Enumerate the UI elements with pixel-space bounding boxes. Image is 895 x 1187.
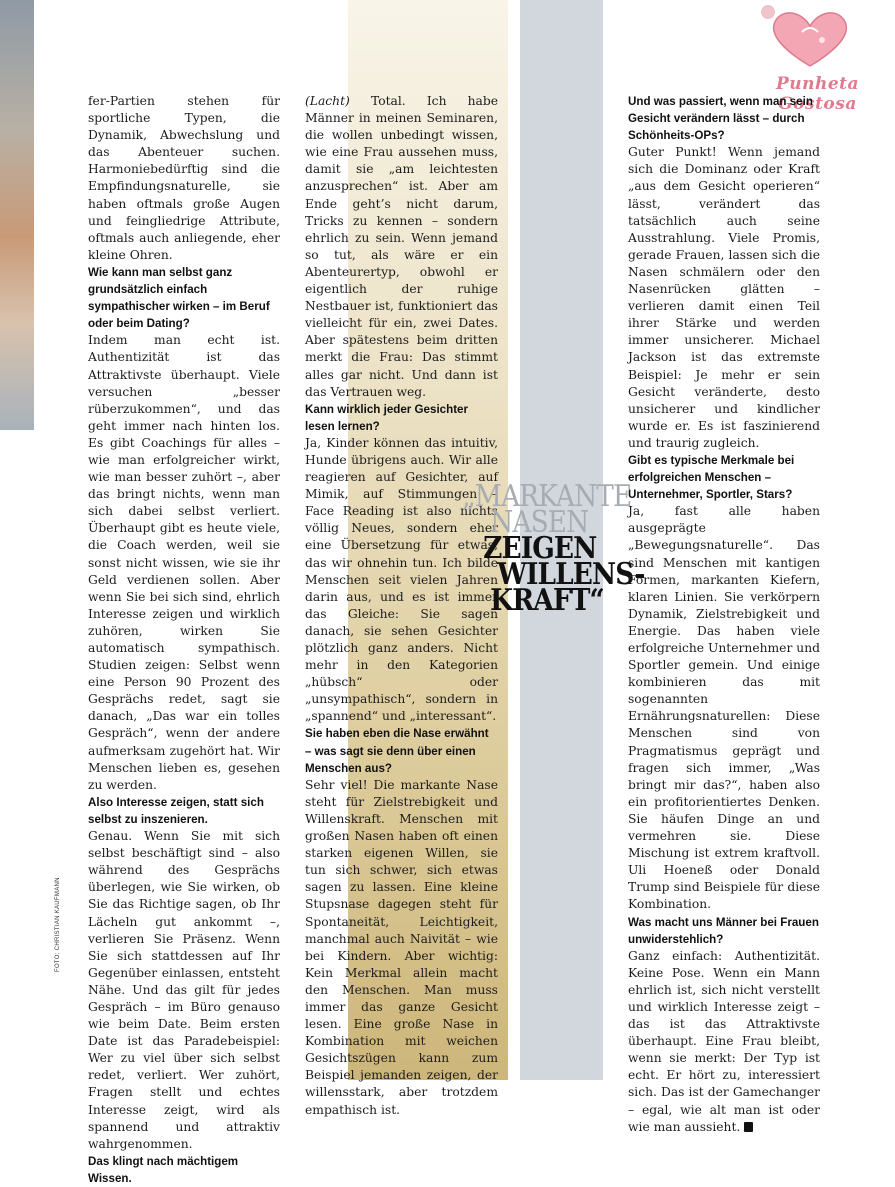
- watermark-text: Punheta Gostosa: [775, 74, 860, 114]
- interview-question: Wie kann man selbst ganz grundsätzlich einfach sympathischer wirken – im Beruf oder beim Dating?: [88, 265, 270, 331]
- pull-quote-line: ZEIGEN: [483, 531, 597, 566]
- interview-question: Das klingt nach mächtigem Wissen.: [88, 1154, 239, 1185]
- body-paragraph: fer-Partien stehen für sportliche Typen, die Dynamik, Abwechslung und das Abenteuer suchen. Harmoniebedürftig sind die Empfindungsnaturelle, sie haben oftmals große Augen und feingliedrige Attribute, oftmals auch anliegende, eher kleine Ohren.: [88, 94, 280, 262]
- interview-question: Also Interesse zeigen, statt sich selbst zu inszenieren.: [88, 795, 264, 826]
- body-paragraph: Genau. Wenn Sie mit sich selbst beschäftigt sind – also während des Gesprächs überlegen, wie Sie wirken, ob Sie das Richtige sagen, ob Ihr Lächeln gut ankommt –, verlieren Sie Präsenz. Wenn Sie sich stattdessen auf Ihr Gegenüber einlassen, entsteht Nähe. Und das gilt für jedes Gespräch – im Büro genauso wie beim Date. Beim ersten Date ist das Paradebeispiel: Wer zu viel über sich selbst redet, verliert. Wer zuhört, Fragen stellt und echtes Interesse zeigt, wird als spannend und attraktiv wahrgenommen.: [88, 829, 280, 1151]
- body-paragraph: Guter Punkt! Wenn jemand sich die Dominanz oder Kraft „aus dem Gesicht operieren“ lässt, verändert das tatsächlich auch seine Ausstrahlung. Viele Promis, gerade Frauen, lassen sich die Nasen schmälern oder den Nasenrücken glätten – verlieren damit einen Teil ihrer Stärke und werden immer unsicherer. Michael Jackson ist das extremste Beispiel: Je mehr er sein Gesicht veränderte, desto unsicherer und kindlicher wurde er. Es ist faszinierend und traurig zugleich.: [628, 145, 820, 450]
- pull-quote-line: „MARKANTE: [462, 479, 632, 514]
- bunny-end-icon: [744, 1122, 753, 1132]
- portrait-photo-edge: [0, 0, 34, 430]
- interview-question: Und was passiert, wenn man sein Gesicht verändern lässt – durch Schönheits-OPs?: [628, 95, 813, 143]
- stage-direction: (Lacht): [305, 94, 350, 108]
- body-paragraph: Sehr viel! Die markante Nase steht für Zielstrebigkeit und Willenskraft. Menschen mit großen Nasen haben oft einen starken eigenen Willen, sie tun sich schwer, sich etwas sagen zu lassen. Eine kleine Stupsnase dagegen steht für Spontaneität, Leichtigkeit, manchmal auch Naivität – wie bei Kindern. Aber wichtig: Kein Merkmal allein macht den Menschen. Man muss immer das ganze Gesicht lesen. Eine große Nase in Kombination mit weichen Gesichtszügen kann zum Beispiel jemanden zeigen, der willensstark, aber trotzdem empathisch ist.: [305, 777, 498, 1117]
- body-paragraph: [305, 93, 498, 401]
- interview-question: Was macht uns Männer bei Frauen unwiderstehlich?: [628, 915, 819, 946]
- pull-quote-line: NASEN: [490, 505, 589, 540]
- watermark-logo: [740, 2, 895, 114]
- interview-question: Sie haben eben die Nase erwähnt – was sagt sie denn über einen Menschen aus?: [305, 727, 489, 775]
- pull-quote-line: KRAFT“: [490, 583, 604, 618]
- pull-quote-line: WILLENS-: [497, 557, 645, 592]
- article-column-3: [628, 93, 820, 1136]
- article-column-1: [88, 93, 280, 1187]
- body-text: Total. Ich habe Männer in meinen Seminaren, die wollen unbedingt wissen, wie eine Frau aussehen muss, damit sie „am leichtesten anzusprechen“ ist. Aber am Ende geht’s nicht darum, Tricks zu kennen – sondern ehrlich zu sein. Wenn jemand so tut, als wäre er ein Abenteurertyp, obwohl er eigentlich der ruhige Nestbauer ist, funktioniert das vielleicht für ein, zwei Dates. Aber spätestens beim dritten merkt die Frau: Das stimmt alles gar nicht. Und dann ist das Vertrauen weg.: [305, 94, 498, 399]
- photo-credit: FOTO: CHRISTIAN KAUFMANN: [55, 877, 61, 972]
- body-paragraph: [628, 948, 820, 1136]
- body-paragraph: Indem man echt ist. Authentizität ist das Attraktivste überhaupt. Viele versuchen „besser rüberzukommen“, und das geht immer nach hinten los. Es gibt Coachings für alles – wie man erfolgreicher wirkt, wie man besser zuhört –, aber das bringt nichts, wenn man sich dabei selbst verliert. Überhaupt gibt es heute viele, die Coach werden, weil sie sonst nicht wissen, wie sie ihr Geld verdienen sollen. Aber wenn Sie bei sich sind, ehrlich Interesse zeigen und wirklich zuhören, wirken Sie automatisch sympathisch. Studien zeigen: Selbst wenn eine Person 90 Prozent des Gesprächs redet, sagt sie danach, „Das war ein tolles Gespräch“, wenn der andere aufmerksam zugehört hat. Wir Menschen lieben es, gesehen zu werden.: [88, 333, 280, 792]
- body-paragraph: Ja, Kinder können das intuitiv, Hunde übrigens auch. Wir alle reagieren auf Gesichter, auf Mimik, auf Stimmungen – Face Reading ist also nichts völlig Neues, sondern eher eine Übersetzung für etwas, das wir ohnehin tun. Ich bilde Menschen seit vielen Jahren darin aus, und es ist immer das Gleiche: Sie sagen danach, sie sehen Gesichter plötzlich ganz anders. Nicht mehr in den Kategorien „hübsch“ oder „unsympathisch“, sondern in „spannend“ und „interessant“.: [305, 435, 498, 724]
- interview-question: Kann wirklich jeder Gesichter lesen lernen?: [305, 402, 469, 433]
- body-paragraph: Ja, fast alle haben ausgeprägte „Bewegungsnaturelle“. Das sind Menschen mit kantigen Formen, markanten Kiefern, klaren Linien. Sie verkörpern Dynamik, Zielstrebigkeit und Energie. Das haben viele erfolgreiche Unternehmer und Sportler gemein. Und einige kombinieren das mit sogenannten Ernährungsnaturellen: Diese Menschen sind von Pragmatismus geprägt und fragen sich immer, „Was bringt mir das?“, haben also ein profitorientiertes Denken. Sie häufen Dinge an und vermehren sie. Diese Mischung ist extrem kraftvoll. Uli Hoeneß oder Donald Trump sind Beispiele für diese Kombination.: [628, 504, 820, 912]
- body-text: Ganz einfach: Authentizität. Keine Pose. Wenn ein Mann ehrlich ist, sich nicht verstellt und wirklich Interesse zeigt – das ist das Attraktivste überhaupt. Eine Frau bleibt, wenn sie merkt: Der Typ ist echt. Er hört zu, interessiert sich. Das ist der Gamechanger – egal, wie alt man ist oder wie man aussieht.: [628, 948, 820, 1134]
- interview-question: Gibt es typische Merkmale bei erfolgreichen Menschen – Unternehmer, Sportler, Stars?: [628, 453, 795, 502]
